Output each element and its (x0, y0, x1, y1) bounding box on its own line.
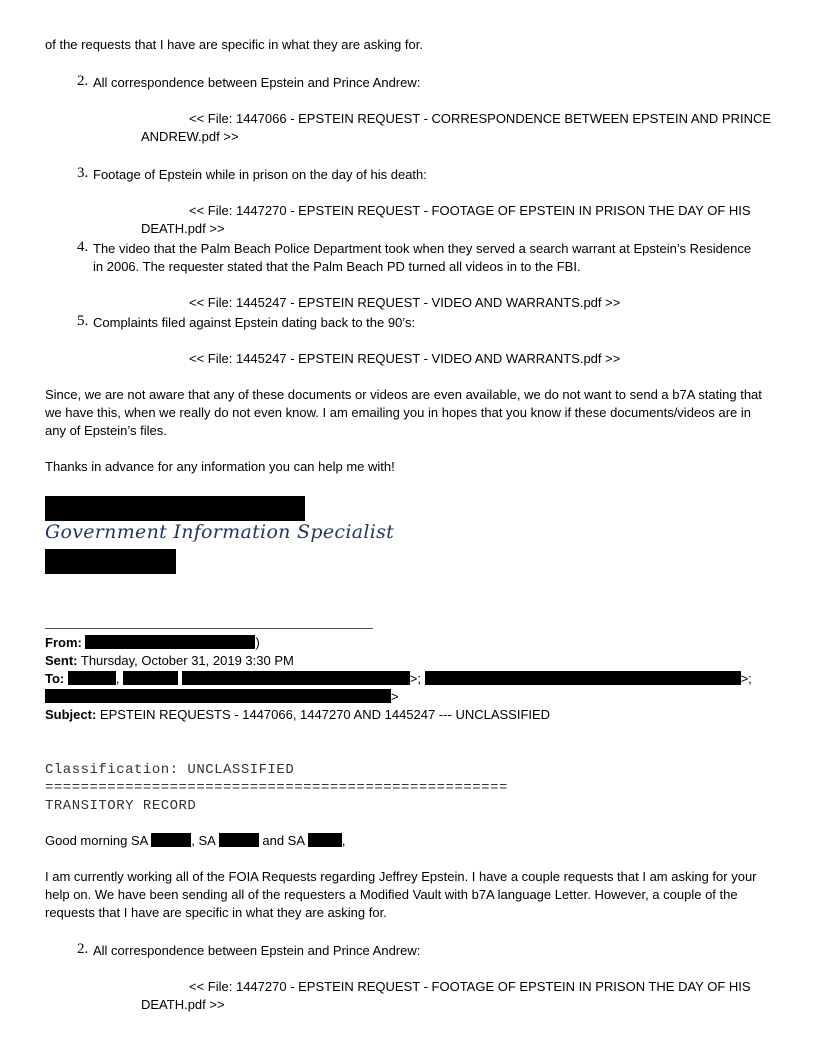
file-attachment-link[interactable]: << File: 1447270 - EPSTEIN REQUEST - FOOTAGE OF EPSTEIN IN PRISON THE DAY OF HIS (189, 203, 751, 218)
redacted-agent-name (308, 833, 342, 847)
list-item-text: All correspondence between Epstein and Prince Andrew: (93, 75, 421, 90)
greeting-line (45, 833, 346, 849)
redacted-recipient (45, 689, 391, 703)
closing-paragraph: Since, we are not aware that any of these documents or videos are even available, we do not want to send a b7A stating that we have this, when we really do not even know. I am emailing you in hopes that you know if these documents/videos are in any of Epstein’s files. (45, 387, 762, 438)
file-attachment-link[interactable]: << File: 1447270 - EPSTEIN REQUEST - FOOTAGE OF EPSTEIN IN PRISON THE DAY OF HIS (189, 979, 751, 994)
list-item-text-cont: in 2006. The requester stated that the Palm Beach PD turned all videos in to the FBI. (93, 259, 581, 274)
redacted-recipient (182, 671, 410, 685)
greeting-part: , (341, 833, 346, 848)
redacted-signature-block (45, 549, 176, 574)
redacted-recipient (425, 671, 741, 685)
list-item-text: The video that the Palm Beach Police Department took when they served a search warrant at Epstein’s Residence (93, 241, 752, 256)
subject-label: Subject: (45, 707, 97, 722)
file-attachment-link-cont[interactable]: DEATH.pdf >> (141, 997, 225, 1012)
redacted-recipient (123, 671, 178, 685)
file-attachment-link[interactable]: << File: 1445247 - EPSTEIN REQUEST - VIDEO AND WARRANTS.pdf >> (189, 295, 621, 310)
file-attachment-link[interactable]: << File: 1447066 - EPSTEIN REQUEST - CORRESPONDENCE BETWEEN EPSTEIN AND PRINCE (189, 111, 772, 126)
greeting-part: and SA (262, 833, 305, 848)
body-paragraph: I am currently working all of the FOIA Requests regarding Jeffrey Epstein. I have a couple requests that I am asking for your help on. We have been sending all of the requesters a Modified Vault with b7A language Letter. However, a couple of the requests that I have are specific in what they are asking for. (45, 869, 757, 920)
redacted-agent-name (219, 833, 259, 847)
list-number: 3. (77, 165, 89, 181)
list-number: 4. (77, 239, 89, 255)
from-label: From: (45, 635, 82, 650)
from-row (45, 635, 260, 651)
to-row-cont (45, 689, 399, 705)
to-separator: >; (740, 671, 752, 686)
list-number: 2. (77, 73, 89, 89)
record-type-marking: TRANSITORY RECORD (45, 798, 197, 814)
from-tail: ) (255, 635, 260, 650)
greeting-part: , SA (191, 833, 216, 848)
list-number: 2. (77, 941, 89, 957)
sent-label: Sent: (45, 653, 78, 668)
classification-rule: ==================================================== (45, 780, 508, 796)
greeting-part: Good morning SA (45, 833, 148, 848)
redacted-recipient (68, 671, 116, 685)
file-attachment-link[interactable]: << File: 1445247 - EPSTEIN REQUEST - VIDEO AND WARRANTS.pdf >> (189, 351, 621, 366)
to-separator: >; (409, 671, 421, 686)
thanks-text: Thanks in advance for any information you can help me with! (45, 459, 395, 474)
list-item-text: All correspondence between Epstein and Prince Andrew: (93, 943, 421, 958)
email-divider (45, 628, 373, 629)
list-item-text: Footage of Epstein while in prison on the day of his death: (93, 167, 427, 182)
list-number: 5. (77, 313, 89, 329)
list-item-text: Complaints filed against Epstein dating back to the 90’s: (93, 315, 416, 330)
redacted-sender (85, 635, 255, 649)
sent-row (45, 653, 294, 669)
intro-tail-text: of the requests that I have are specific in what they are asking for. (45, 37, 423, 52)
redacted-agent-name (151, 833, 191, 847)
classification-marking: Classification: UNCLASSIFIED (45, 762, 295, 778)
to-separator: , (115, 671, 120, 686)
to-label: To: (45, 671, 65, 686)
signature-title: Government Information Specialist (45, 521, 395, 543)
file-attachment-link-cont[interactable]: ANDREW.pdf >> (141, 129, 239, 144)
subject-value: EPSTEIN REQUESTS - 1447066, 1447270 AND 1445247 --- UNCLASSIFIED (99, 707, 551, 722)
subject-row (45, 707, 550, 723)
file-attachment-link-cont[interactable]: DEATH.pdf >> (141, 221, 225, 236)
to-row (45, 671, 752, 687)
redacted-name-block (45, 496, 305, 521)
to-separator: > (391, 689, 399, 704)
sent-value: Thursday, October 31, 2019 3:30 PM (80, 653, 294, 668)
